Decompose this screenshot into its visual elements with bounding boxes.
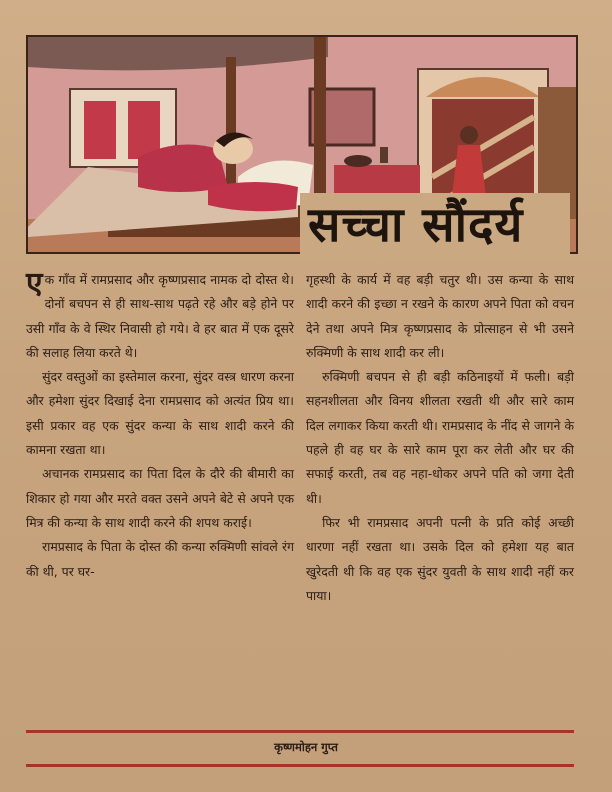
paragraph [26, 268, 294, 365]
paragraph: रामप्रसाद के पिता के दोस्त की कन्या रुक्मिणी सांवले रंग की थी, पर घर- [26, 539, 294, 579]
left-column [26, 268, 294, 584]
paragraph: गृहस्थी के कार्य में वह बड़ी चतुर थी। उस कन्या के साथ शादी करने की इच्छा न रखने के कारण अपने पिता को वचन देने तथा अपने मित्र कृष्णप्रसाद के प्रोत्साहन से भी उसने रुक्मिणी के साथ शादी कर ली। [306, 272, 574, 360]
divider-top [26, 730, 574, 733]
paragraph-text: क गाँव में रामप्रसाद और कृष्णप्रसाद नामक दो दोस्त थे। दोनों बचपन से ही साथ-साथ पढ़ते रहे और बड़े होने पर उसी गाँव के वे स्थिर निवासी हो गये। वे हर बात में एक दूसरे की सलाह लिया करते थे। [26, 272, 294, 360]
paragraph: अचानक रामप्रसाद का पिता दिल के दौरे की बीमारी का शिकार हो गया और मरते वक्त उसने अपने बेटे से अपने एक मित्र की कन्या के साथ शादी करने की शपथ कराई। [26, 466, 294, 530]
divider-bottom [26, 764, 574, 767]
story-title: सच्चा सौंदर्य [300, 193, 570, 257]
paragraph: फिर भी रामप्रसाद अपनी पत्नी के प्रति कोई अच्छी धारणा नहीं रखता था। उसके दिल को हमेशा यह बात खुरेदती थी कि वह एक सुंदर युवती के साथ शादी नहीं कर पाया। [306, 514, 574, 603]
right-column [306, 268, 574, 608]
drop-cap: ए [26, 266, 43, 301]
paragraph: सुंदर वस्तुओं का इस्तेमाल करना, सुंदर वस्त्र धारण करना और हमेशा सुंदर दिखाई देना रामप्रसाद को अत्यंत प्रिय था। इसी प्रकार वह एक सुंदर कन्या के साथ शादी करने की कामना रखता था। [26, 369, 294, 458]
paragraph: रुक्मिणी बचपन से ही बड़ी कठिनाइयों में फली। बड़ी सहनशीलता और विनय शीलता रखती थी और सारे काम दिल लगाकर किया करती थी। रामप्रसाद के नींद से जागने के पहले ही वह घर के सारे काम पूरा कर लेती और घर की सफाई करती, तब वह नहा-धोकर अपने पति को जगा देती थी। [306, 369, 574, 506]
author-credit: कृष्णमोहन गुप्त [274, 740, 338, 754]
